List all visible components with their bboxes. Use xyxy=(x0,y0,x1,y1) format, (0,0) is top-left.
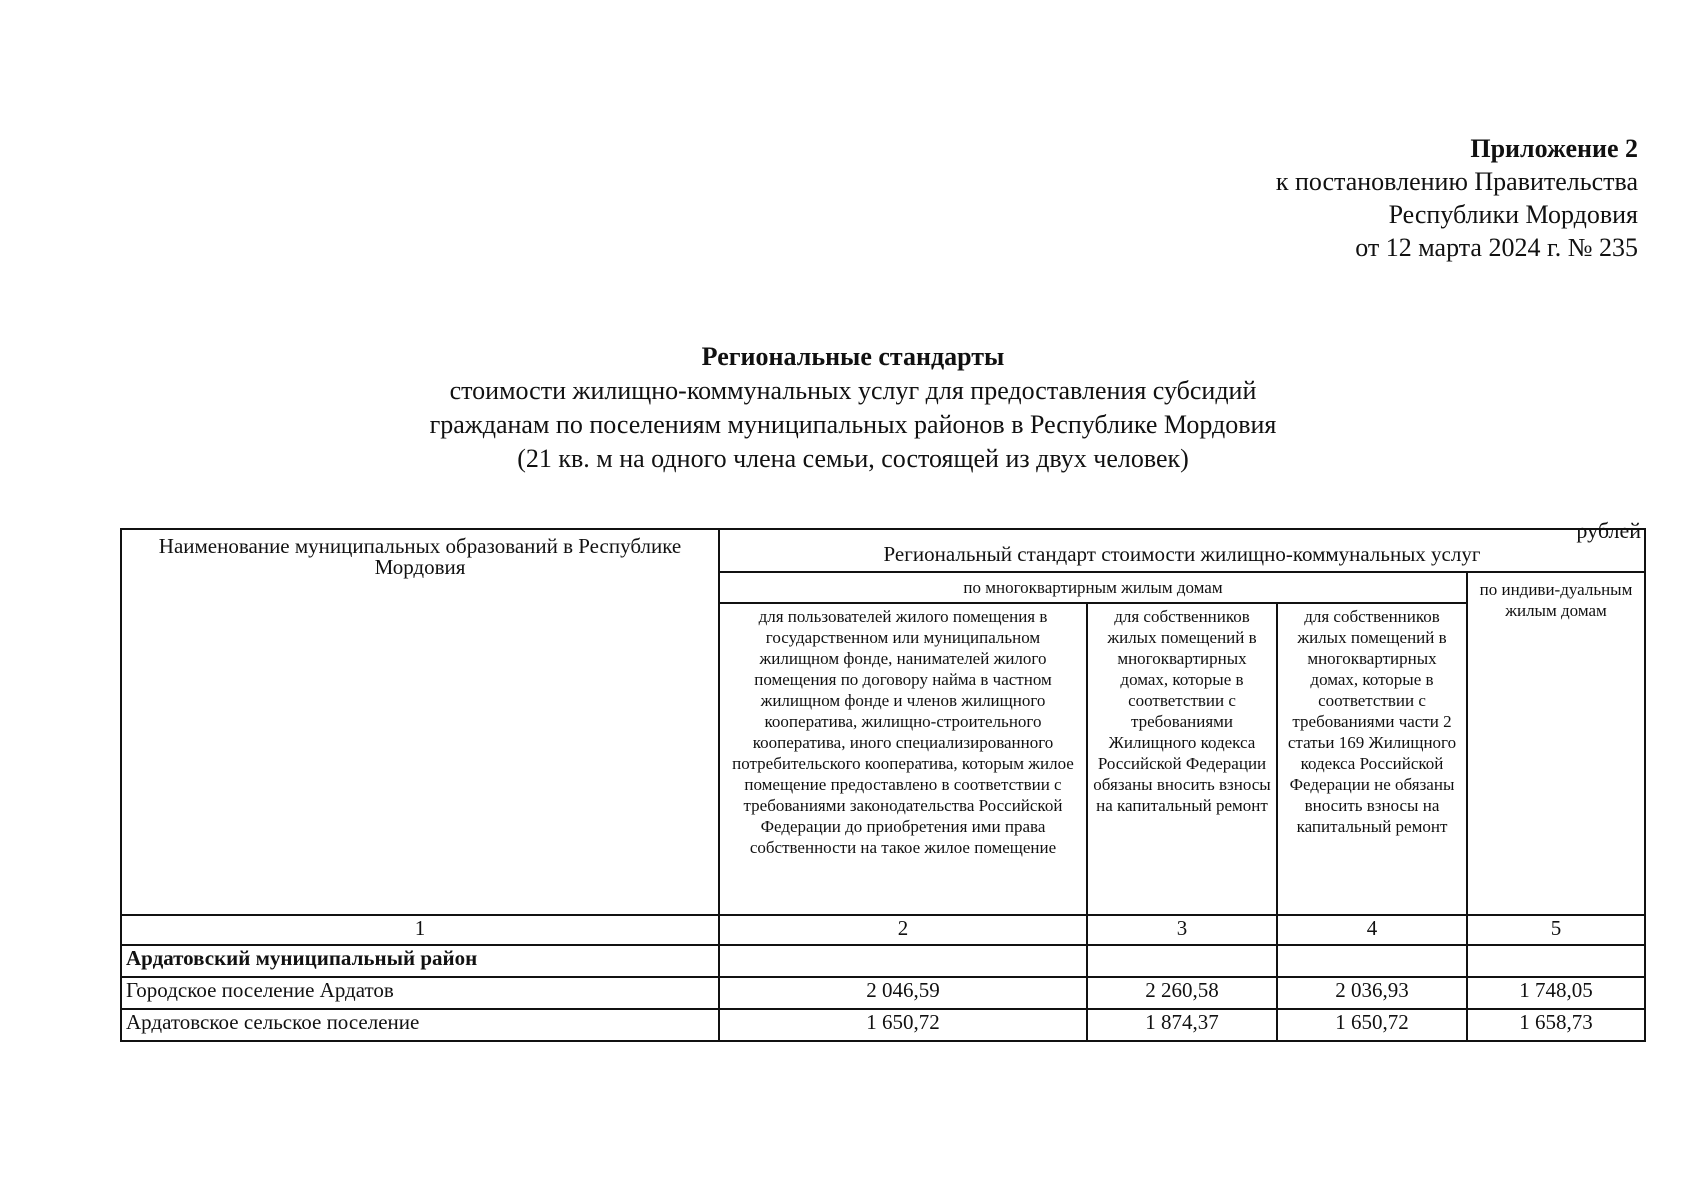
value-col-5: 1 658,73 xyxy=(1467,1009,1645,1041)
value-col-3: 2 260,58 xyxy=(1087,977,1277,1009)
document-title: Региональные стандарты xyxy=(701,342,1005,371)
column-number-4: 4 xyxy=(1277,915,1467,945)
value-col-2: 2 046,59 xyxy=(719,977,1087,1009)
empty-cell xyxy=(1087,945,1277,977)
standards-table xyxy=(120,528,1646,1042)
district-name: Ардатовский муниципальный район xyxy=(121,945,719,977)
appendix-title: Приложение 2 xyxy=(1470,134,1638,163)
unit-label: рублей xyxy=(1576,518,1641,543)
appendix-line-3: от 12 марта 2024 г. № 235 xyxy=(1355,233,1638,262)
column-numbers-row xyxy=(121,915,1645,945)
header-name-column: Наименование муниципальных образований в Республике Мордовия xyxy=(121,529,719,915)
empty-cell xyxy=(1277,945,1467,977)
appendix-line-1: к постановлению Правительства xyxy=(1275,167,1638,196)
column-number-2: 2 xyxy=(719,915,1087,945)
settlement-name: Ардатовское сельское поселение xyxy=(121,1009,719,1041)
heading-line-2: гражданам по поселениям муниципальных районов в Республике Мордовия xyxy=(429,410,1277,439)
settlement-name: Городское поселение Ардатов xyxy=(121,977,719,1009)
header-row-1 xyxy=(121,529,1645,572)
header-col-3: для собственников жилых помещений в многоквартирных домах, которые в соответствии с требованиями Жилищного кодекса Российской Федерации обязаны вносить взносы на капитальный ремонт xyxy=(1087,603,1277,915)
column-number-1: 1 xyxy=(121,915,719,945)
district-row xyxy=(121,945,1645,977)
column-number-3: 3 xyxy=(1087,915,1277,945)
appendix-block xyxy=(1276,132,1638,264)
value-col-4: 1 650,72 xyxy=(1277,1009,1467,1041)
header-standard: Региональный стандарт стоимости жилищно-коммунальных услуг xyxy=(719,529,1645,572)
empty-cell xyxy=(719,945,1087,977)
column-number-5: 5 xyxy=(1467,915,1645,945)
heading-line-3: (21 кв. м на одного члена семьи, состоящей из двух человек) xyxy=(517,444,1189,473)
table-row xyxy=(121,1009,1645,1041)
header-col-4: для собственников жилых помещений в многоквартирных домах, которые в соответствии с требованиями части 2 статьи 169 Жилищного кодекса Российской Федерации не обязаны вносить взносы на капитальный ремонт xyxy=(1277,603,1467,915)
appendix-line-2: Республики Мордовия xyxy=(1388,200,1638,229)
header-col-2: для пользователей жилого помещения в государственном или муниципальном жилищном фонде, нанимателей жилого помещения по договору найма в частном жилищном фонде и членов жилищного кооператива, жилищно-строительного кооператива, иного специализированного потребительского кооператива, которым жилое помещение предоставлено в соответствии с требованиями законодательства Российской Федерации до приобретения ими права собственности на такое жилое помещение xyxy=(719,603,1087,915)
document-heading xyxy=(0,340,1706,476)
value-col-2: 1 650,72 xyxy=(719,1009,1087,1041)
value-col-5: 1 748,05 xyxy=(1467,977,1645,1009)
header-individual-houses: по индиви-дуальным жилым домам xyxy=(1467,572,1645,915)
value-col-3: 1 874,37 xyxy=(1087,1009,1277,1041)
heading-line-1: стоимости жилищно-коммунальных услуг для предоставления субсидий xyxy=(449,376,1257,405)
empty-cell xyxy=(1467,945,1645,977)
table-row xyxy=(121,977,1645,1009)
header-apartment-buildings: по многоквартирным жилым домам xyxy=(719,572,1467,603)
value-col-4: 2 036,93 xyxy=(1277,977,1467,1009)
